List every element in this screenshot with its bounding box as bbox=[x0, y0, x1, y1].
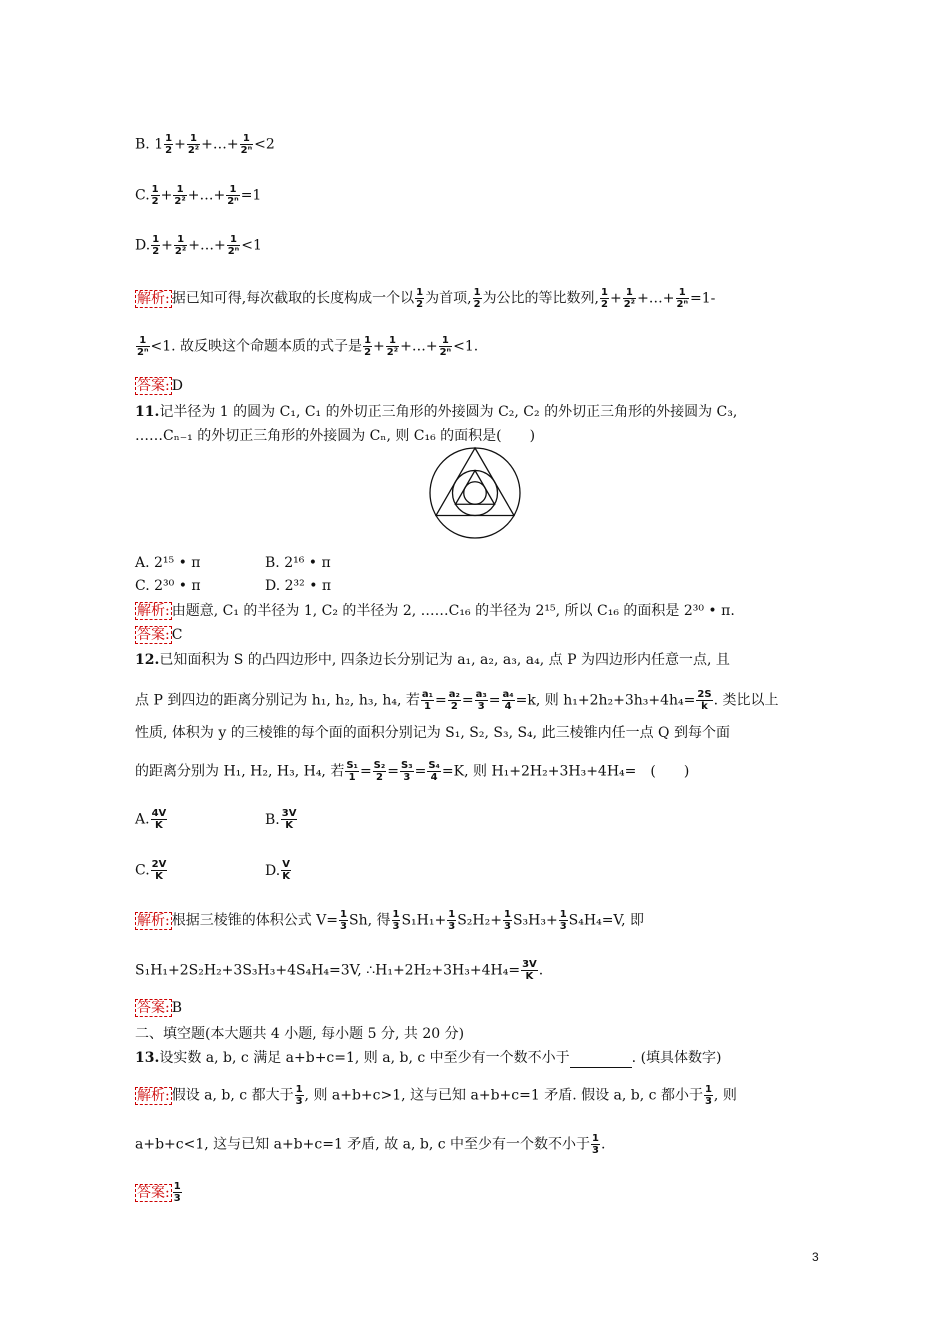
section-heading-fill-in: 二、填空题(本大题共 4 小题, 每小题 5 分, 共 20 分) bbox=[135, 1026, 465, 1042]
q10-option-c: C. $\frac{1}{2}$ + $\frac{1}{\text{2²}}$ +…+ $\frac{1}{\text{2ⁿ}}$ =1 bbox=[135, 184, 262, 207]
q12-text-line2: 点 P 到四边的距离分别记为 h₁, h₂, h₃, h₄, 若 $\frac{\text{a₁}}{1}$ = $\frac{\text{a₂}}{2}$ = $\frac{\text{a₃}}{3}$ = $\frac{\text{a₄}}{4}$ =k, 则 h₁+2h₂+3h₃+4h₄= $\frac{2S}{k}$ . 类比以上 bbox=[135, 689, 779, 712]
q12-option-a: A. $\frac{4V}{K}$ bbox=[135, 808, 167, 831]
q11-options-row2 bbox=[135, 576, 331, 596]
q11-answer: 答案: C bbox=[137, 627, 183, 643]
q10-solution-line2: $\frac{1}{\text{2ⁿ}}$ <1. 故反映这个命题本质的式子是 $\frac{1}{2}$ + $\frac{1}{\text{2²}}$ +…+ $\frac{1}{\text{2ⁿ}}$ <1. bbox=[137, 335, 479, 358]
solution-tag: 解析: bbox=[137, 290, 170, 307]
q12-options-row1 bbox=[135, 808, 298, 831]
solution-tag: 解析: bbox=[137, 1087, 170, 1104]
q12-option-c: C. $\frac{2V}{K}$ bbox=[135, 859, 167, 882]
answer-tag: 答案: bbox=[137, 627, 170, 643]
answer-blank bbox=[570, 1053, 632, 1068]
q10-option-b: B. 1 $\frac{1}{2}$ + $\frac{1}{\text{2²}}$ +…+ $\frac{1}{\text{2ⁿ}}$ <2 bbox=[135, 133, 275, 156]
answer-tag: 答案: bbox=[137, 1184, 170, 1201]
q11-option-a: A. 2¹⁵ • π bbox=[135, 555, 201, 571]
page-number: 3 bbox=[812, 1250, 819, 1264]
q12-text-line3: 性质, 体积为 y 的三棱锥的每个面的面积分别记为 S₁, S₂, S₃, S₄, 此三棱锥内任一点 Q 到每个面 bbox=[135, 725, 730, 741]
nested-circles-triangles-figure bbox=[428, 446, 522, 540]
q13-answer: 答案: $\frac{1}{3}$ bbox=[137, 1181, 181, 1204]
q13-solution-line2: a+b+c<1, 这与已知 a+b+c=1 矛盾, 故 a, b, c 中至少有一个数不小于 $\frac{1}{3}$ . bbox=[135, 1133, 606, 1156]
q11-option-b: B. 2¹⁶ • π bbox=[265, 555, 331, 571]
q10-solution-line1: 解析: 据已知可得,每次截取的长度构成一个以 $\frac{1}{2}$ 为首项, $\frac{1}{2}$ 为公比的等比数列, $\frac{1}{2}$ + $\frac{1}{\text{2²}}$ +…+ $\frac{1}{\text{2ⁿ}}$ =1- bbox=[137, 287, 716, 310]
answer-tag: 答案: bbox=[137, 1000, 170, 1016]
q11-solution: 解析: 由题意, C₁ 的半径为 1, C₂ 的半径为 2, ……C₁₆ 的半径为 2¹⁵, 所以 C₁₆ 的面积是 2³⁰ • π. bbox=[137, 603, 735, 619]
q11-text-line1: 11.记半径为 1 的圆为 C₁, C₁ 的外切正三角形的外接圆为 C₂, C₂ 的外切正三角形的外接圆为 C₃, bbox=[135, 404, 738, 420]
q13-text: 13.设实数 a, b, c 满足 a+b+c=1, 则 a, b, c 中至少有一个数不小于 . (填具体数字) bbox=[135, 1050, 722, 1066]
solution-tag: 解析: bbox=[137, 603, 170, 619]
q12-options-row2 bbox=[135, 859, 292, 882]
q12-answer: 答案: B bbox=[137, 1000, 183, 1016]
q11-option-c: C. 2³⁰ • π bbox=[135, 578, 201, 594]
q12-solution-line2: S₁H₁+2S₂H₂+3S₃H₃+4S₄H₄=3V, ∴H₁+2H₂+3H₃+4H₄= $\frac{3V}{K}$ . bbox=[135, 959, 544, 982]
q12-option-b: B. $\frac{3V}{K}$ bbox=[265, 808, 297, 831]
q12-text-line4: 的距离分别为 H₁, H₂, H₃, H₄, 若 $\frac{\text{S₁}}{1}$ = $\frac{\text{S₂}}{2}$ = $\frac{\text{S₃}}{3}$ = $\frac{\text{S₄}}{4}$ =K, 则 H₁+2H₂+3H₃+4H₄= ( ) bbox=[135, 760, 690, 783]
q11-option-d: D. 2³² • π bbox=[265, 578, 332, 594]
q12-solution-line1: 解析: 根据三棱锥的体积公式 V= $\frac{1}{3}$ Sh, 得 $\frac{1}{3}$ S₁H₁+ $\frac{1}{3}$ S₂H₂+ $\frac{1}{3}$ S₃H₃+ $\frac{1}{3}$ S₄H₄=V, 即 bbox=[137, 909, 644, 932]
q10-answer: 答案: D bbox=[137, 378, 183, 394]
q12-text-line1: 12.已知面积为 S 的凸四边形中, 四条边长分别记为 a₁, a₂, a₃, a₄, 点 P 为四边形内任意一点, 且 bbox=[135, 652, 730, 668]
q12-option-d: D. $\frac{V}{K}$ bbox=[265, 859, 290, 882]
q13-solution-line1: 解析: 假设 a, b, c 都大于 $\frac{1}{3}$ , 则 a+b+c>1, 这与已知 a+b+c=1 矛盾. 假设 a, b, c 都小于 $\frac{1}{3}$ , 则 bbox=[137, 1084, 737, 1107]
answer-tag: 答案: bbox=[137, 378, 170, 394]
q11-options-row1 bbox=[135, 553, 331, 573]
solution-tag: 解析: bbox=[137, 912, 170, 929]
q10-option-d: D. $\frac{1}{2}$ + $\frac{1}{\text{2²}}$ +…+ $\frac{1}{\text{2ⁿ}}$ <1 bbox=[135, 234, 262, 257]
q11-text-line2: ……Cₙ₋₁ 的外切正三角形的外接圆为 Cₙ, 则 C₁₆ 的面积是( ) bbox=[135, 428, 536, 444]
